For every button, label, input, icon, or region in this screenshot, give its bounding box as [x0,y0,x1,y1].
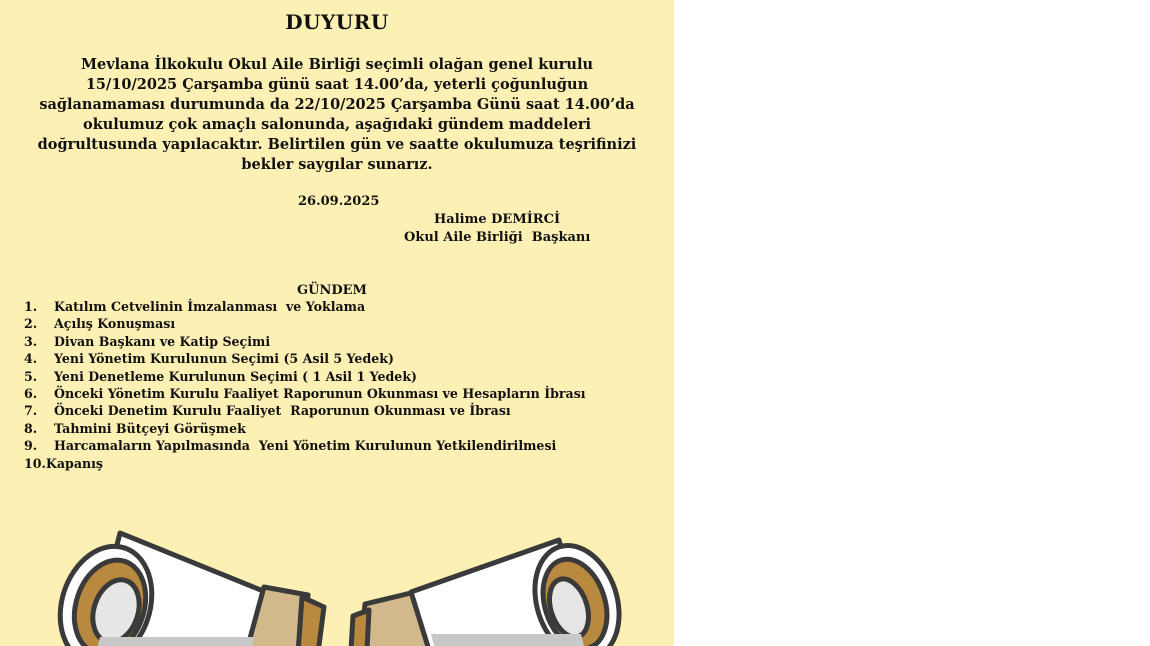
agenda-list [24,298,586,472]
agenda-item: 1. Katılım Cetvelinin İmzalanması ve Yoklama [24,299,366,314]
announcement-line: okulumuz çok amaçlı salonunda, aşağıdaki gündem maddeleri [83,116,591,133]
agenda-item: 8. Tahmini Bütçeyi Görüşmek [24,420,246,436]
agenda-item: 4. Yeni Yönetim Kurulunun Seçimi (5 Asil 5 Yedek) [24,351,394,367]
signer-name: Halime DEMİRCİ [434,212,561,227]
announcement-date: 26.09.2025 [298,194,380,209]
announcement-line: bekler saygılar sunarız. [241,156,433,173]
agenda-item: 2. Açılış Konuşması [24,316,176,332]
agenda-item: 9. Harcamaların Yapılmasında Yeni Yönetim Kurulunun Yetkilendirilmesi [24,438,557,454]
announcement-text [20,55,654,175]
agenda-item: 6. Önceki Yönetim Kurulu Faaliyet Raporunun Okunması ve Hesapların İbrası [24,385,586,401]
agenda-item: 7. Önceki Denetim Kurulu Faaliyet Raporunun Okunması ve İbrası [24,403,511,419]
agenda-item: 10.Kapanış [24,455,104,471]
agenda-item: 3. Divan Başkanı ve Katip Seçimi [24,333,271,349]
signer-title: Okul Aile Birliği Başkanı [404,230,591,245]
page-title: DUYURU [285,10,389,34]
agenda-title: GÜNDEM [297,283,367,298]
megaphone-left-icon [40,525,330,646]
announcement-line: 15/10/2025 Çarşamba günü saat 14.00’da, yeterli çoğunluğun [85,76,589,93]
megaphone-right-icon [345,532,635,646]
announcement-line: Mevlana İlkokulu Okul Aile Birliği seçimli olağan genel kurulu [80,56,594,73]
agenda-item: 5. Yeni Denetleme Kurulunun Seçimi ( 1 Asil 1 Yedek) [24,368,417,384]
announcement-line: doğrultusunda yapılacaktır. Belirtilen gün ve saatte okulumuza teşrifinizi [37,136,637,153]
announcement-line: sağlanamaması durumunda da 22/10/2025 Çarşamba Günü saat 14.00’da [39,96,635,113]
